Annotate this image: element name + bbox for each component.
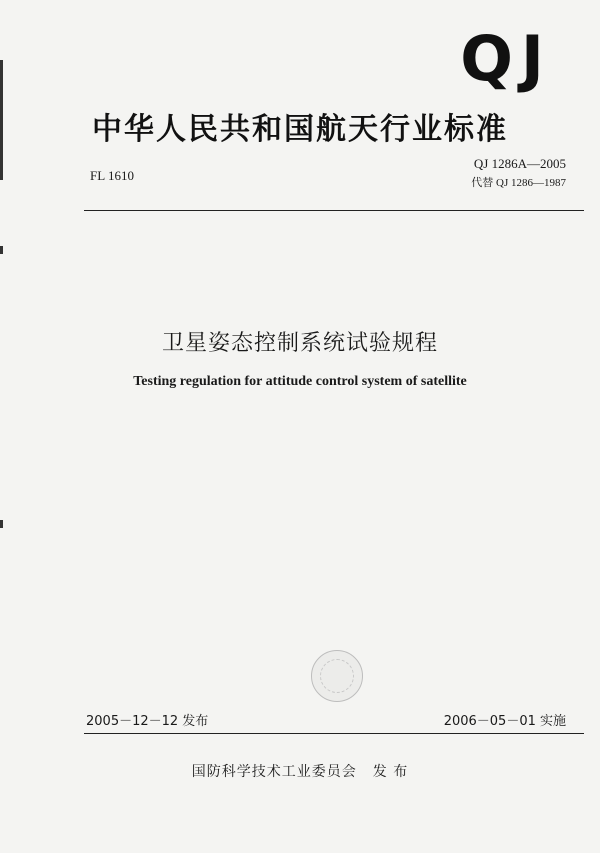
qj-logo: QJ (460, 22, 552, 95)
seal-stamp (311, 650, 363, 702)
issuer-name: 国防科学技术工业委员会 (191, 764, 357, 780)
scan-edge-mark (0, 246, 3, 254)
document-title-english: Testing regulation for attitude control system of satellite (133, 374, 467, 389)
standard-title: 中华人民共和国航天行业标准 (92, 112, 508, 147)
issuer-line (0, 761, 600, 781)
document-title-chinese: 卫星姿态控制系统试验规程 (161, 331, 438, 356)
standard-number: QJ 1286A—2005 (473, 156, 566, 171)
issuer-action: 发 布 (372, 764, 409, 780)
footer-divider (84, 733, 584, 734)
header-divider (84, 210, 584, 211)
scan-edge-mark (0, 520, 3, 528)
issue-date: 2005－12－12 发布 (86, 714, 209, 729)
implementation-date: 2006－05－01 实施 (443, 714, 566, 729)
replaces-standard: 代替 QJ 1286—1987 (471, 177, 566, 189)
seal-inner-ring (320, 659, 354, 693)
classification-code: FL 1610 (90, 168, 134, 183)
